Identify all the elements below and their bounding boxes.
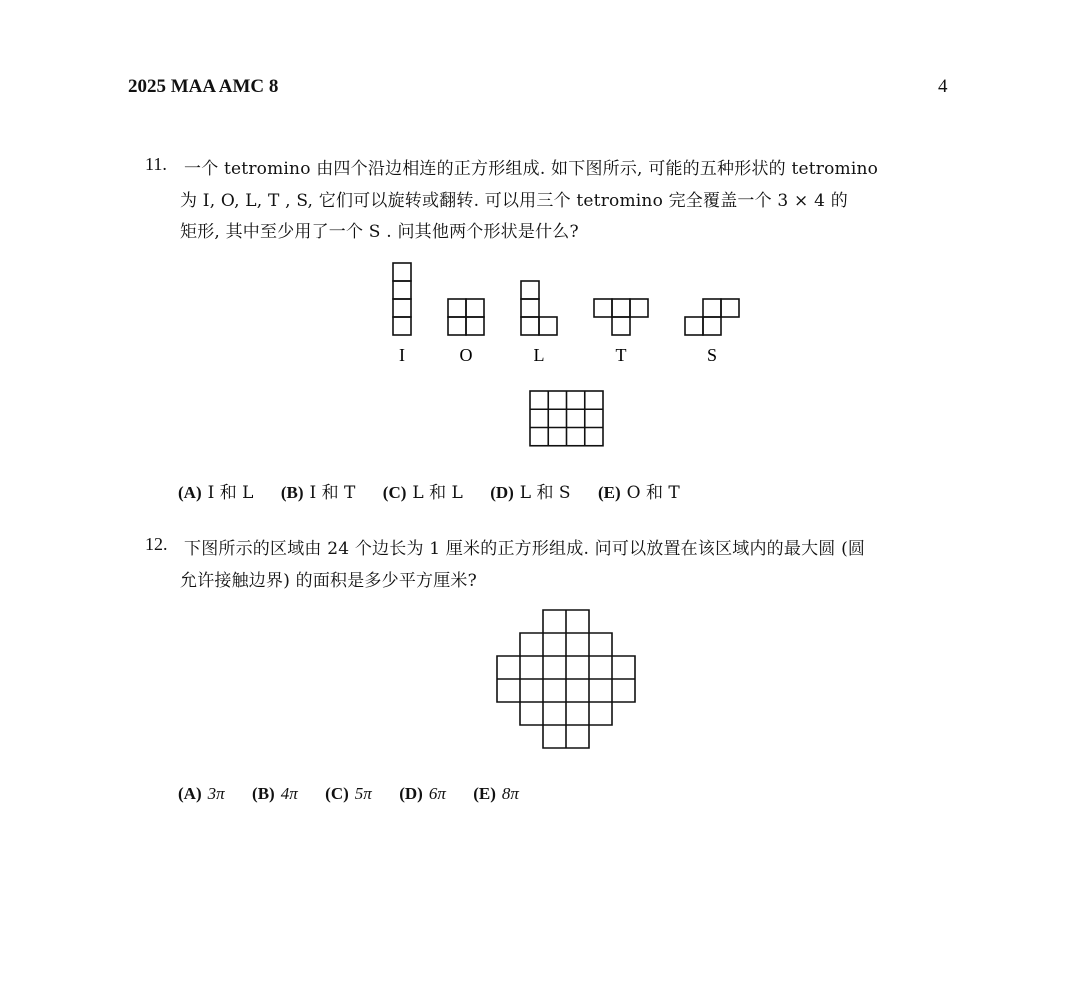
choice-text: L 和 S — [519, 483, 571, 503]
q12-choice-b[interactable] — [252, 784, 298, 804]
q12-choices — [178, 784, 541, 804]
choice-text: O 和 T — [626, 483, 680, 503]
q12-choice-c[interactable] — [325, 784, 372, 804]
shape-label-s: S — [706, 345, 718, 365]
choice-label: (C) — [382, 483, 407, 502]
choice-label: (D) — [399, 784, 423, 803]
choice-text: 4π — [280, 784, 298, 803]
q12-choice-a[interactable] — [178, 784, 225, 804]
q12-choice-d[interactable] — [399, 784, 446, 804]
header-title: 2025 MAA AMC 8 — [128, 76, 279, 97]
choice-label: (D) — [490, 483, 514, 502]
choice-label: (A) — [178, 784, 202, 803]
choice-text: 6π — [428, 784, 446, 803]
q11-line-1: 一个 tetromino 由四个沿边相连的正方形组成. 如下图所示, 可能的五种形状的 tetromino — [184, 159, 879, 179]
q12-number: 12. — [145, 534, 168, 554]
choice-label: (A) — [178, 483, 202, 502]
shape-label-i: I — [399, 345, 405, 365]
choice-label: (E) — [597, 483, 621, 502]
q11-line-2: 为 I, O, L, T , S, 它们可以旋转或翻转. 可以用三个 tetromino 完全覆盖一个 3 × 4 的 — [180, 191, 848, 211]
page-number: 4 — [938, 76, 948, 97]
q11-number: 11. — [145, 154, 167, 174]
q12-choice-e[interactable] — [473, 784, 519, 804]
choice-text: L 和 L — [412, 483, 463, 503]
choice-text: 8π — [501, 784, 519, 803]
shape-label-o: O — [459, 345, 473, 365]
choice-text: 3π — [207, 784, 225, 803]
choice-label: (C) — [325, 784, 349, 803]
choice-label: (B) — [252, 784, 275, 803]
shape-label-l: L — [533, 345, 545, 365]
q11-line-3: 矩形, 其中至少用了一个 S . 问其他两个形状是什么? — [180, 222, 579, 242]
shape-label-t: T — [615, 345, 627, 365]
choice-label: (B) — [280, 483, 304, 502]
choice-text: 5π — [354, 784, 372, 803]
choice-text: I 和 L — [207, 483, 254, 503]
q12-line-2: 允许接触边界) 的面积是多少平方厘米? — [180, 571, 477, 591]
choice-label: (E) — [473, 784, 496, 803]
q12-line-1: 下图所示的区域由 24 个边长为 1 厘米的正方形组成. 问可以放置在该区域内的最大圆 (圆 — [184, 539, 866, 559]
choice-text: I 和 T — [309, 483, 356, 503]
